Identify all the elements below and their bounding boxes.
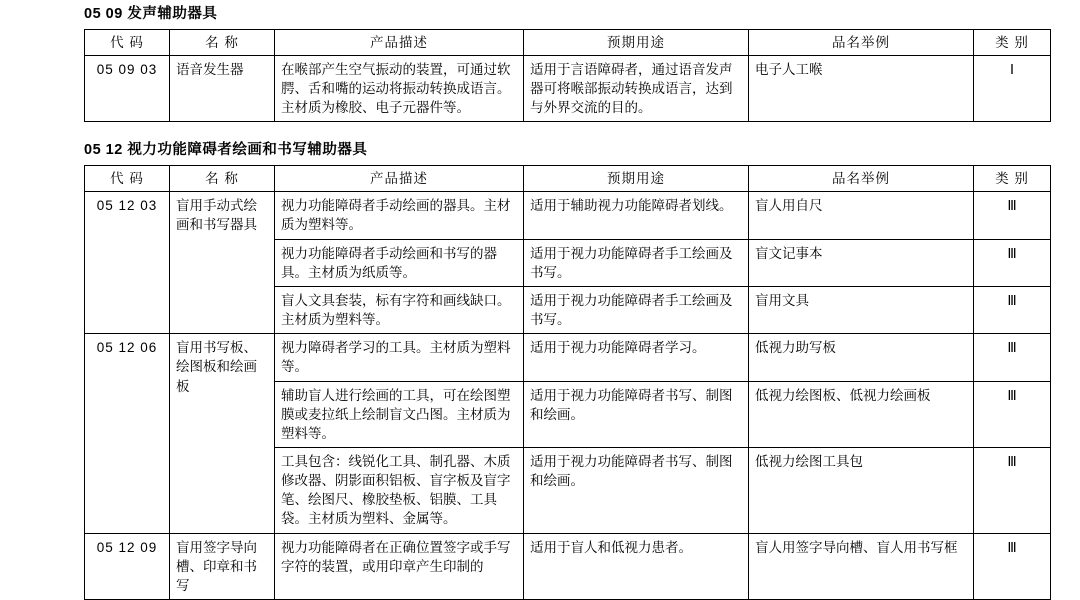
cell-description: 盲人文具套装，标有字符和画线缺口。主材质为塑料等。 [275, 286, 524, 333]
cell-intended-use: 适用于盲人和低视力患者。 [524, 533, 749, 599]
cell-intended-use: 适用于言语障碍者，通过语音发声器可将喉部振动转换成语言，达到与外界交流的目的。 [524, 55, 749, 121]
column-header-code: 代 码 [85, 166, 170, 192]
column-header-class: 类 别 [974, 29, 1051, 55]
cell-example: 盲人用自尺 [749, 192, 974, 239]
column-header-class: 类 别 [974, 166, 1051, 192]
section-title-05-09: 05 09 发声辅助器具 [84, 6, 218, 22]
cell-intended-use: 适用于视力功能障碍者书写、制图和绘画。 [524, 381, 749, 447]
column-header-code: 代 码 [85, 29, 170, 55]
cell-description: 视力功能障碍者手动绘画和书写的器具。主材质为纸质等。 [275, 239, 524, 286]
cell-example: 盲人用签字导向槽、盲人用书写框 [749, 533, 974, 599]
cell-example: 盲用文具 [749, 286, 974, 333]
cell-description: 视力功能障碍者在正确位置签字或手写字符的装置，或用印章产生印制的 [275, 533, 524, 599]
table-row [85, 334, 1051, 381]
cell-intended-use: 适用于视力功能障碍者学习。 [524, 334, 749, 381]
cell-class: Ⅲ [974, 192, 1051, 239]
section-05-09 [0, 0, 1080, 122]
table-body-05-09 [85, 55, 1051, 121]
cell-name: 盲用手动式绘画和书写器具 [170, 192, 275, 334]
section-title-05-12: 05 12 视力功能障碍者绘画和书写辅助器具 [84, 142, 368, 159]
column-header-description: 产品描述 [275, 29, 524, 55]
cell-code: 05 09 03 [85, 55, 170, 121]
cell-class: Ⅲ [974, 239, 1051, 286]
table-header-05-09 [85, 29, 1051, 55]
table-body-05-12 [85, 192, 1051, 600]
cell-example: 低视力绘图工具包 [749, 448, 974, 534]
cell-code: 05 12 09 [85, 533, 170, 599]
column-header-description: 产品描述 [275, 166, 524, 192]
cell-example: 低视力绘图板、低视力绘画板 [749, 381, 974, 447]
table-row [85, 55, 1051, 121]
column-header-intended-use: 预期用途 [524, 29, 749, 55]
cell-intended-use: 适用于辅助视力功能障碍者划线。 [524, 192, 749, 239]
cell-code: 05 12 06 [85, 334, 170, 533]
cell-intended-use: 适用于视力功能障碍者手工绘画及书写。 [524, 239, 749, 286]
table-header-row [85, 29, 1051, 55]
column-header-examples: 品名举例 [749, 29, 974, 55]
cell-name: 盲用签字导向槽、印章和书写 [170, 533, 275, 599]
section-05-12 [0, 136, 1080, 600]
cell-description: 辅助盲人进行绘画的工具，可在绘图塑膜或麦拉纸上绘制盲文凸图。主材质为塑料等。 [275, 381, 524, 447]
cell-class: Ⅲ [974, 533, 1051, 599]
column-header-name: 名 称 [170, 29, 275, 55]
table-header-05-12 [85, 166, 1051, 192]
table-05-12 [84, 165, 1051, 600]
column-header-examples: 品名举例 [749, 166, 974, 192]
section-spacer [0, 122, 1080, 136]
column-header-intended-use: 预期用途 [524, 166, 749, 192]
table-row [85, 533, 1051, 599]
cell-example: 电子人工喉 [749, 55, 974, 121]
cell-name: 盲用书写板、绘图板和绘画板 [170, 334, 275, 533]
cell-class: Ⅲ [974, 334, 1051, 381]
column-header-name: 名 称 [170, 166, 275, 192]
cell-class: Ⅰ [974, 55, 1051, 121]
cell-code: 05 12 03 [85, 192, 170, 334]
cell-intended-use: 适用于视力功能障碍者书写、制图和绘画。 [524, 448, 749, 534]
table-row [85, 192, 1051, 239]
cell-name: 语音发生器 [170, 55, 275, 121]
cell-intended-use: 适用于视力功能障碍者手工绘画及书写。 [524, 286, 749, 333]
cell-class: Ⅲ [974, 381, 1051, 447]
cell-class: Ⅲ [974, 448, 1051, 534]
cell-description: 视力障碍者学习的工具。主材质为塑料等。 [275, 334, 524, 381]
cell-description: 工具包含：线锐化工具、制孔器、木质修改器、阴影面积铝板、盲字板及盲字笔、绘图尺、橡胶垫板、铝膜、工具袋。主材质为塑料、金属等。 [275, 448, 524, 534]
cell-class: Ⅲ [974, 286, 1051, 333]
cell-example: 低视力助写板 [749, 334, 974, 381]
table-05-09 [84, 29, 1051, 123]
cell-description: 视力功能障碍者手动绘画的器具。主材质为塑料等。 [275, 192, 524, 239]
table-header-row [85, 166, 1051, 192]
cell-example: 盲文记事本 [749, 239, 974, 286]
cell-description: 在喉部产生空气振动的装置，可通过软腭、舌和嘴的运动将振动转换成语言。主材质为橡胶、电子元器件等。 [275, 55, 524, 121]
